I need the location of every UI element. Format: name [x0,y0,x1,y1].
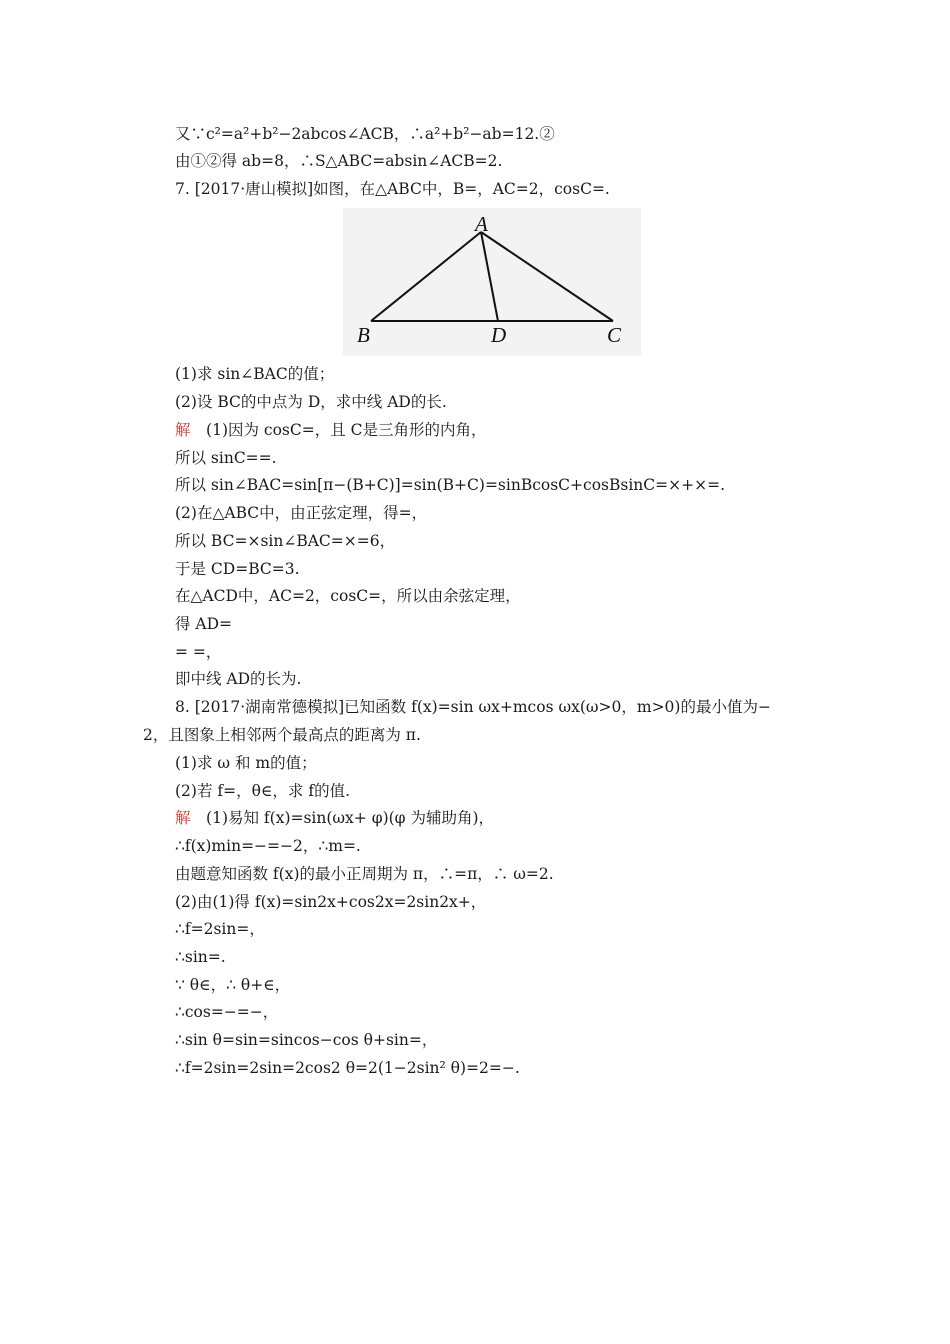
question-1: (1)求 sin∠BAC的值； [175,365,335,383]
question-2: (2)若 f=，θ∈，求 f的值. [175,782,351,800]
vertex-label-b: B [357,323,370,347]
text-line: ∴cos=−=−， [175,1003,279,1021]
text-line: 2，且图象上相邻两个最高点的距离为 π. [143,726,421,744]
text-line: ∴f=2sin=， [175,920,265,938]
text-line: 所以 BC=×sin∠BAC=×=6， [175,532,396,550]
text-line: 得 AD= [175,615,233,633]
text-line: ∵ θ∈，∴ θ+∈， [175,976,291,994]
problem-8-heading: 8. [2017·湖南常德模拟]已知函数 f(x)=sin ωx+mcos ωx(ω>0，m>0)的最小值为− [175,698,771,716]
question-1: (1)求 ω 和 m的值； [175,754,317,772]
segment-ab [371,232,481,321]
segment-ac [481,232,613,321]
vertex-label-a: A [475,212,488,236]
text-line: ∴f(x)min=−=−2，∴m=. [175,837,361,855]
text-line: (2)在△ABC中，由正弦定理，得=， [175,504,428,522]
solution-line [175,808,494,828]
question-2: (2)设 BC的中点为 D，求中线 AD的长. [175,393,447,411]
text-line: 由①②得 ab=8，∴S△ABC=absin∠ACB=2. [175,152,503,170]
triangle-figure [343,208,641,356]
vertex-label-d: D [491,323,507,347]
text-line: 所以 sinC==. [175,449,277,467]
text-line: 在△ACD中，AC=2，cosC=，所以由余弦定理， [175,587,521,605]
solution-marker: 解 [175,809,191,827]
text-line: 即中线 AD的长为. [175,670,302,688]
text-line: 由题意知函数 f(x)的最小正周期为 π，∴=π，∴ ω=2. [175,865,554,883]
solution-text: (1)易知 f(x)=sin(ωx+ φ)(φ 为辅助角)， [206,809,494,827]
solution-text: (1)因为 cosC=，且 C是三角形的内角， [206,421,487,439]
text-line: = =， [175,643,222,661]
text-line: 又∵c²=a²+b²−2abcos∠ACB，∴a²+b²−ab=12.② [175,125,555,143]
segment-ad [481,232,498,321]
text-line: 于是 CD=BC=3. [175,560,300,578]
text-line: ∴f=2sin=2sin=2cos2 θ=2(1−2sin² θ)=2=−. [175,1059,520,1077]
triangle-diagram [343,208,641,356]
text-line: ∴sin θ=sin=sincos−cos θ+sin=， [175,1031,438,1049]
text-line: (2)由(1)得 f(x)=sin2x+cos2x=2sin2x+， [175,893,487,911]
text-line: ∴sin=. [175,948,226,966]
text-line: 所以 sin∠BAC=sin[π−(B+C)]=sin(B+C)=sinBcosC+cosBsinC=×+×=. [175,476,726,494]
solution-marker: 解 [175,421,191,439]
problem-7-heading: 7. [2017·唐山模拟]如图，在△ABC中，B=，AC=2，cosC=. [175,180,610,198]
solution-line [175,420,487,440]
vertex-label-c: C [607,323,622,347]
